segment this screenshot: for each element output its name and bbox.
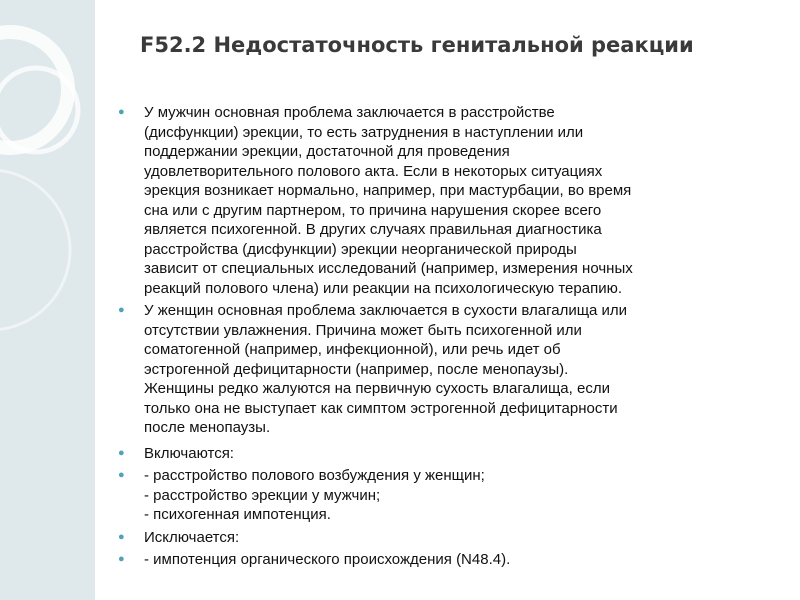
bullet-item	[118, 103, 778, 298]
bullet-text-line: эстрогенной дефицитарности (например, после менопаузы).	[144, 360, 569, 378]
bullet-text-line: - расстройство полового возбуждения у женщин;	[144, 467, 485, 484]
slide-title: F52.2 Недостаточность генитальной реакции	[140, 33, 694, 57]
bullet-text-line: поддержании эрекции, достаточной для проведения	[144, 143, 510, 160]
bullet-item	[118, 301, 778, 438]
bullet-dot-icon: ●	[118, 304, 125, 316]
bullet-text-line: Включаются:	[144, 444, 234, 462]
bullet-dot-icon: ●	[118, 106, 125, 118]
bullet-item	[118, 466, 778, 525]
bullet-text-line: зависит от специальных исследований (например, измерения ночных	[144, 260, 633, 277]
bullet-text-line: - расстройство эрекции у мужчин;	[144, 486, 381, 504]
bullet-item	[118, 444, 778, 464]
bullet-text-line: реакций полового члена) или реакции на психологическую терапию.	[144, 279, 622, 297]
bullet-item	[118, 528, 778, 548]
bullet-text-line: У женщин основная проблема заключается в сухости влагалища или	[144, 302, 628, 319]
bullet-text-line: только она не выступает как симптом эстрогенной дефицитарности	[144, 399, 618, 417]
bullet-dot-icon: ●	[118, 446, 125, 459]
bullet-text-line: Исключается:	[144, 528, 240, 546]
bullet-dot-icon: ●	[118, 469, 125, 481]
bullet-text-line: эрекция возникает нормально, например, при мастурбации, во время	[144, 182, 632, 199]
bullet-text-line: (дисфункции) эрекции, то есть затруднения в наступлении или	[144, 123, 584, 141]
bullet-dot-icon: ●	[118, 553, 125, 565]
bullet-dot-icon: ●	[118, 530, 125, 543]
bullet-text-line: удовлетворительного полового акта. Если в некоторых ситуациях	[144, 162, 603, 180]
bullet-text-line: - импотенция органического происхождения (N48.4).	[144, 551, 511, 568]
bullet-text-line: является психогенной. В других случаях правильная диагностика	[144, 221, 602, 238]
bullet-text-line: У мужчин основная проблема заключается в расстройстве	[144, 104, 555, 121]
bullet-list	[118, 103, 778, 573]
bullet-text-line: сна или с другим партнером, то причина нарушения скорее всего	[144, 201, 602, 219]
bullet-text-line: отсутствии увлажнения. Причина может быть психогенной или	[144, 321, 582, 339]
bullet-text-line: Женщины редко жалуются на первичную сухость влагалища, если	[144, 380, 610, 397]
bullet-item	[118, 550, 778, 570]
bullet-text-line: после менопаузы.	[144, 419, 271, 436]
decorative-rings-icon	[0, 0, 95, 600]
bullet-text-line: соматогенной (например, инфекционной), или речь идет об	[144, 341, 561, 358]
bullet-text-line: расстройства (дисфункции) эрекции неорганической природы	[144, 240, 577, 258]
bullet-text-line: - психогенная импотенция.	[144, 506, 331, 523]
